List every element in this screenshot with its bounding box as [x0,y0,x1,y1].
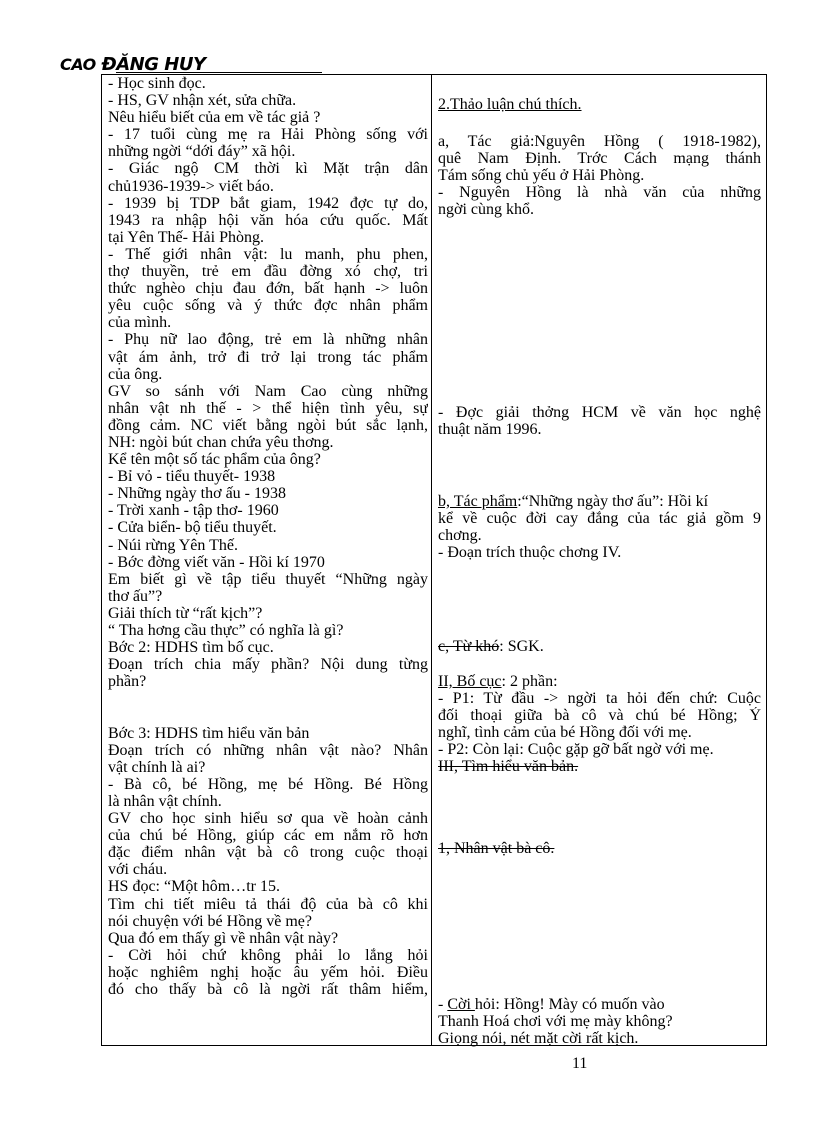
column-divider [431,75,432,1045]
text-line: Tám sống chủ yếu ở Hải Phòng. [438,167,645,185]
text-span: :“Những ngày thơ ấu”: Hồi kí [517,493,709,510]
text-line: những ngời “dới đáy” xã hội. [108,143,296,161]
text-line: Đoạn trích có những nhân vật nào? Nhân [108,741,428,759]
text-line: Bớc 2: HDHS tìm bố cục. [108,639,274,657]
text-line: quê Nam Định. Trớc Cách mạng thánh [438,150,761,168]
text-line: - Phụ nữ lao động, trẻ em là những nhân [108,331,428,349]
heading-vocab: c, Từ khó [438,638,500,655]
text-line: - Bớc đờng viết văn - Hồi kí 1970 [108,553,325,571]
text-line: “ Tha hơng cầu thực” có nghĩa là gì? [108,622,344,639]
text-line: của ông. [108,365,163,383]
section-structure [438,673,761,776]
text-line: Kể tên một số tác phẩm của ông? [108,451,321,469]
text-span: hỏi: Hồng! Mày có muốn vào [474,996,665,1013]
text-line: thuật năm 1996. [438,421,542,439]
text-line: - 17 tuổi cùng mẹ ra Hải Phòng sống với [108,126,428,144]
heading-discussion: 2.Thảo luận chú thích. [438,96,582,113]
text-line: - 1939 bị TDP bắt giam, 1942 đợc tự do, [108,194,428,212]
text-line: 1943 ra nhập hội văn hóa cứu quốc. Mất [108,211,428,229]
text-line: với cháu. [108,861,168,879]
section-author [438,133,761,218]
text-line: hoặc nghiêm nghị hoặc âu yếm hỏi. Điều [108,963,428,981]
text-line: - Nguyên Hồng là nhà văn của những [438,184,761,202]
section-aunt [438,840,761,857]
text-line [438,638,761,655]
page-number: 11 [572,1055,588,1072]
text-line: Tìm chi tiết miêu tả thái độ của bà cô khi [108,895,428,913]
text-line: - P1: Từ đầu -> ngời ta hỏi đến chứ: Cuộc [438,690,761,708]
text-span: : 2 phần: [501,673,558,690]
author-name-small: CAO [60,55,96,74]
text-line: vật chính là ai? [108,758,206,776]
text-line: - Bà cô, bé Hồng, mẹ bé Hồng. Bé Hồng [108,775,428,793]
text-line: đó cho thấy bà cô là ngời rất thâm hiểm, [108,980,428,998]
text-line: nghĩ, tình cảm của bé Hồng đối với mẹ. [438,724,692,742]
text-line: - Trời xanh - tập thơ- 1960 [108,502,279,520]
text-line: đặc điểm nhân vật bà cô trong cuộc thoại [108,844,428,862]
keyword-smile: Cời [447,996,475,1013]
text-line [108,707,428,724]
text-line: - Cửa biển- bộ tiểu thuyết. [108,519,277,537]
text-line: phần? [108,673,147,691]
heading-text-study: III, Tìm hiểu văn bản. [438,758,579,776]
text-line: của chú bé Hồng, giúp các em nắm rõ hơn [108,827,428,845]
text-line: Đoạn trích chia mấy phần? Nội dung từng [108,656,428,674]
author-name-big: ĐĂNG HUY [101,54,206,75]
text-line: Giọng nói, nét mặt cời rất kịch. [438,1030,639,1048]
text-line: nhân vật nh thế - > thể hiện tình yêu, sự [108,399,428,417]
section-award [438,404,761,438]
text-line: yêu cuộc sống và ý thức đợc nhân phẩm [108,297,428,315]
heading-aunt: 1, Nhân vật bà cô. [438,840,555,857]
heading-works: b, Tác phẩm [438,493,518,510]
text-line: là nhân vật chính. [108,792,222,810]
section-discussion [438,96,761,113]
section-works [438,493,761,561]
text-line: thức nghèo chịu đau đớn, bất hạnh -> luôn [108,280,428,298]
text-line: GV cho học sinh hiểu sơ qua về hoàn cảnh [108,810,428,828]
text-line: Bớc 3: HDHS tìm hiểu văn bản [108,724,310,742]
text-line: của mình. [108,314,172,332]
text-line: kể về cuộc đời cay đắng của tác giả gồm 9 [438,510,761,528]
text-line: - Đợc giải thởng HCM về văn học nghệ [438,404,761,421]
text-line: - P2: Còn lại: Cuộc gặp gỡ bất ngờ với mẹ. [438,741,714,759]
text-line: - Những ngày thơ ấu - 1938 [108,485,286,503]
heading-structure: II, Bố cục [438,673,502,690]
page-header [60,54,260,76]
text-line: chủ1936-1939-> viết báo. [108,177,274,195]
text-line: đối thoại giữa bà cô và chú bé Hồng; Ý [438,707,761,725]
text-line: a, Tác giả:Nguyên Hồng ( 1918-1982), [438,133,761,150]
text-line: vật ám ảnh, trở đi trở lại trong tác phẩm [108,348,428,366]
text-line: thợ thuyền, trẻ em đầu đờng xó chợ, tri [108,263,428,281]
header-underline [116,72,322,73]
teacher-column [108,75,428,998]
text-line: ngời cùng khổ. [438,201,535,219]
text-line: Qua đó em thấy gì về nhân vật này? [108,929,339,947]
text-line: - Núi rừng Yên Thế. [108,536,238,554]
text-line: HS đọc: “Một hôm…tr 15. [108,878,280,896]
text-line: - Học sinh đọc. [108,75,206,92]
text-line: GV so sánh với Nam Cao cùng những [108,382,428,400]
text-line: đồng cảm. NC viết bằng ngòi bút sắc lạnh, [108,416,428,434]
text-line: - HS, GV nhận xét, sửa chữa. [108,92,297,110]
text-line: Nêu hiểu biết của em về tác giả ? [108,109,321,127]
text-line: nói chuyện với bé Hồng về mẹ? [108,912,312,930]
text-line: - Cời hỏi chứ không phải lo lắng hỏi [108,946,428,964]
text-line [438,673,761,690]
lesson-table [101,74,767,1046]
text-line: Thanh Hoá chơi với mẹ mày không? [438,1013,673,1031]
text-line: - Thế giới nhân vật: lu manh, phu phen, [108,245,428,263]
text-line [108,690,428,707]
section-aunt-detail [438,996,761,1047]
text-line: thơ ấu”? [108,587,163,605]
text-span: : SGK. [499,638,544,655]
text-line [438,996,761,1013]
text-line: Giải thích từ “rất kịch”? [108,604,263,622]
text-line: - Đoạn trích thuộc chơng IV. [438,544,622,562]
text-line: - Giác ngộ CM thời kì Mặt trận dân [108,160,428,178]
text-line: - Bỉ vỏ - tiểu thuyết- 1938 [108,468,276,486]
text-line: Em biết gì về tập tiểu thuyết “Những ngày [108,570,428,588]
text-line: tại Yên Thế- Hải Phòng. [108,228,264,246]
text-span: - [438,996,448,1013]
text-line: chơng. [438,527,482,545]
text-line: NH: ngòi bút chan chứa yêu thơng. [108,433,334,451]
text-line [438,493,761,510]
section-vocab [438,638,761,655]
